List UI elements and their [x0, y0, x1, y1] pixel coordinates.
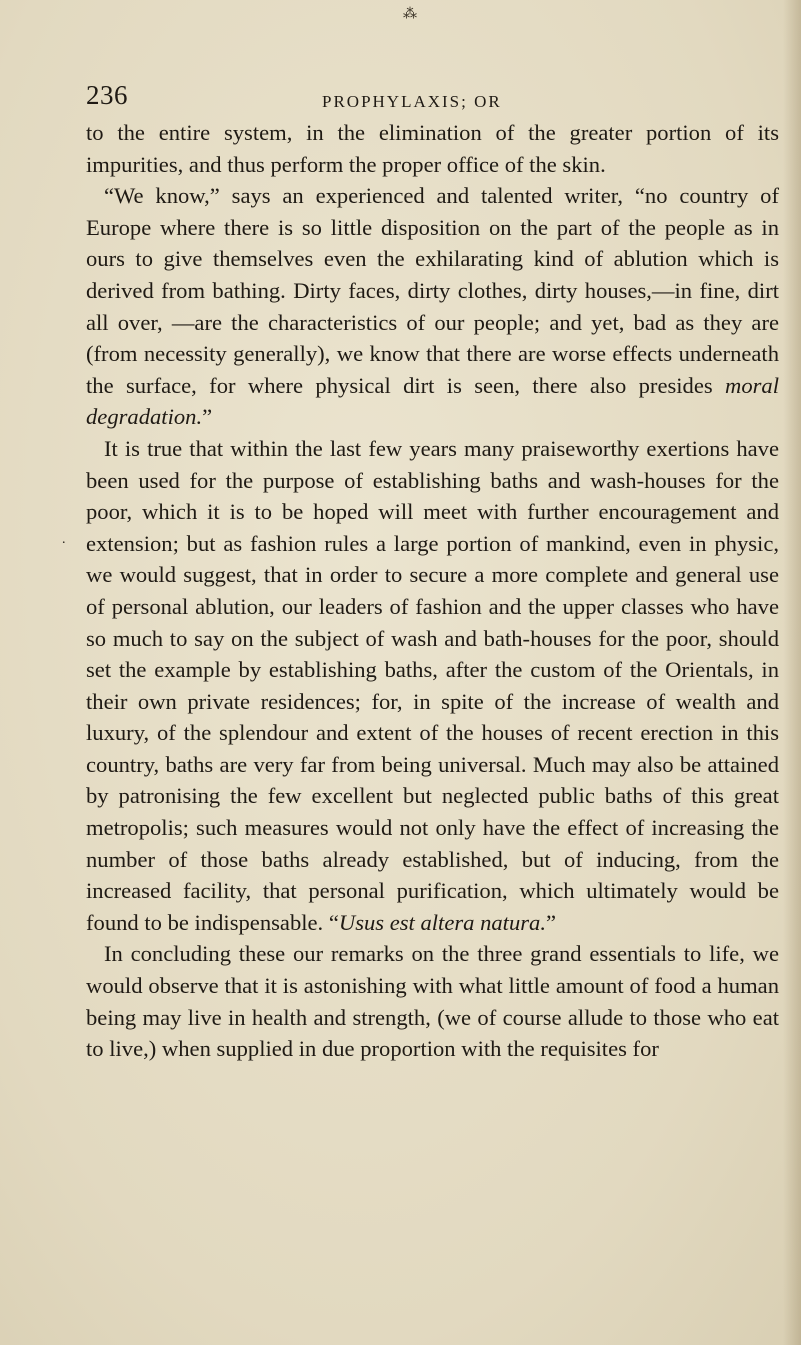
paragraph	[86, 938, 779, 1064]
printer-mark: ⁂	[403, 7, 417, 22]
text-run: ”	[202, 404, 213, 430]
paragraph	[86, 117, 779, 180]
text-run: to the entire system, in the elimination of the greater portion of its impurities, and thus perform the proper office of the skin.	[86, 120, 779, 177]
stray-dot: .	[62, 532, 66, 547]
page-number: 236	[86, 80, 128, 110]
italic-text-run: Usus est altera natura.	[338, 909, 546, 935]
text-run: ”	[546, 909, 557, 935]
italic-text-run: moral degradation.	[86, 372, 779, 430]
running-head: PROPHYLAXIS; OR	[322, 92, 502, 111]
text-run: It is true that within the last few years many praiseworthy exertions have been used for the purpose of establishing baths and wash-houses for the poor, which it is to be hoped will meet with further encouragement and extension; but as fashion rules a large portion of mankind, even in physic, we would suggest, that in order to secure a more complete and general use of personal ablution, our leaders of fashion and the upper classes who have so much to say on the subject of wash and bath-houses for the poor, should set the example by establishing baths, after the custom of the Orientals, in their own private residences; for, in spite of the increase of wealth and luxury, of the splendour and extent of the houses of recent erection in this country, baths are very far from being universal. Much may also be attained by patronising the few excellent but neglected public baths of this great metropolis; such measures would not only have the effect of increasing the number of those baths already established, but of inducing, from the increased facility, that personal purification, which ultimately would be found to be indispensable. “	[86, 435, 779, 935]
page-edge-shadow	[783, 0, 801, 1345]
body-text	[86, 117, 779, 1065]
text-run: In concluding these our remarks on the three grand essentials to life, we would observe that it is astonishing with what little amount of food a human being may live in health and strength, (we of course allude to those who eat to live,) when supplied in due proportion with the requisites for	[86, 941, 779, 1062]
paragraph	[86, 433, 779, 939]
paragraph	[86, 180, 779, 433]
text-run: “We know,” says an experienced and talented writer, “no country of Europe where there is so little disposition on the part of the people as in ours to give themselves even the exhilarating kind of ablution which is derived from bathing. Dirty faces, dirty clothes, dirty houses,—in fine, dirt all over, —are the characteristics of our people; and yet, bad as they are (from necessity generally), we know that there are worse effects underneath the surface, for where physical dirt is seen, there also presides	[86, 183, 779, 398]
